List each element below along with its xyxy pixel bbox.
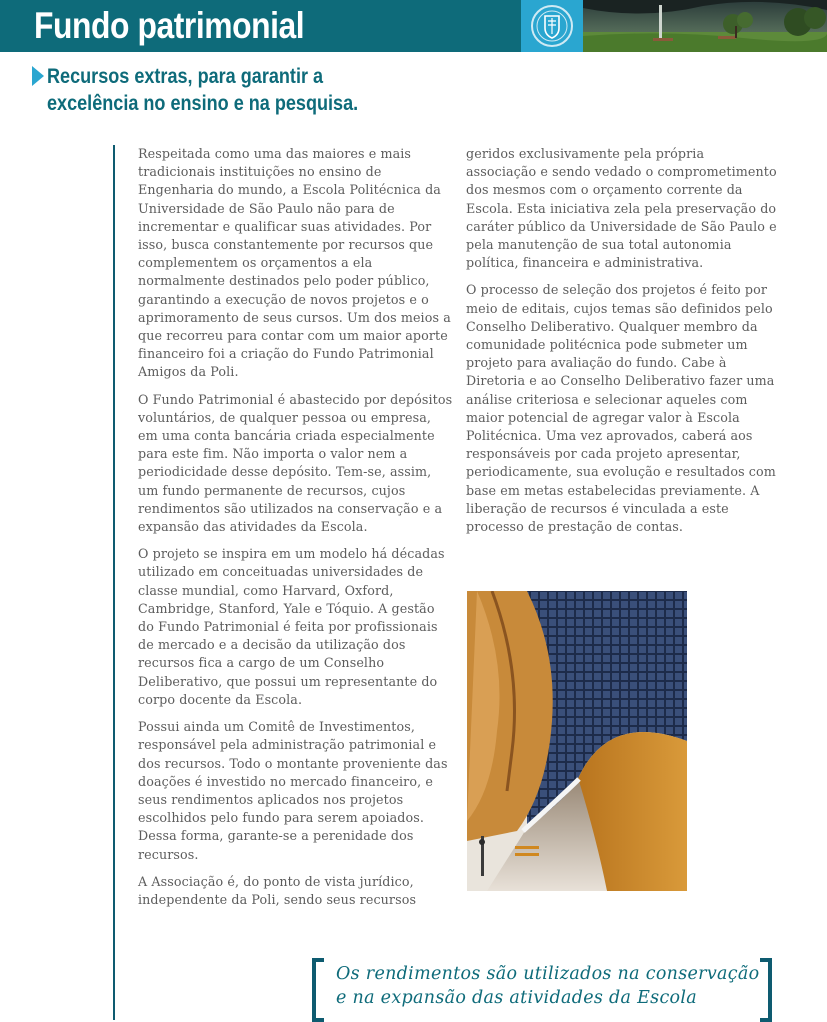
corridor-photo xyxy=(467,591,687,891)
subtitle-block xyxy=(32,63,452,117)
shield-icon xyxy=(529,3,575,49)
triangle-bullet-icon xyxy=(32,66,44,86)
subtitle-line-1: Recursos extras, para garantir a xyxy=(47,65,324,88)
paragraph: A Associação é, do ponto de vista jurídico, independente da Poli, sendo seus recursos xyxy=(138,873,417,907)
text-column-right xyxy=(466,145,778,545)
subtitle xyxy=(47,63,425,117)
emblem-logo xyxy=(521,0,583,52)
header-bar xyxy=(0,0,827,52)
left-rule xyxy=(113,145,115,1020)
paragraph: O Fundo Patrimonial é abastecido por depósitos voluntários, de qualquer pessoa ou empresa, em uma conta bancária criada especialmente para este fim. Não importa o valor nem a periodicidade desse depósito. Tem-se, assim, um fundo permanente de recursos, cujos rendimentos são utilizados na conservação e a expansão das atividades da Escola. xyxy=(138,391,453,535)
paragraph: O processo de seleção dos projetos é feito por meio de editais, cujos temas são definidos pelo Conselho Deliberativo. Qualquer membro da comunidade politécnica pode submeter um projeto para avaliação do fundo. Cabe à Diretoria e ao Conselho Deliberativo fazer uma análise criteriosa e selecionar aqueles com maior potencial de agregar valor à Escola Politécnica. Uma vez aprovados, caberá aos responsáveis por cada projeto apresentar, periodicamente, sua evolução e resultados com base em metas estabelecidas previamente. A liberação de recursos é vinculada a este processo de prestação de contas. xyxy=(466,282,776,535)
text-column-left xyxy=(138,145,454,918)
pull-quote-line-1: Os rendimentos são utilizados na conservação xyxy=(336,964,760,984)
paragraph: Possui ainda um Comitê de Investimentos, responsável pela administração patrimonial e dos recursos. Todo o montante proveniente das doações é investido no mercado financeiro, e seus rendimentos aplicados nos projetos escolhidos pelo fundo para serem apoiados. Dessa forma, garante-se a perenidade dos recursos. xyxy=(138,719,448,862)
pull-quote-line-2: e na expansão das atividades da Escola xyxy=(336,988,698,1008)
page-title: Fundo patrimonial xyxy=(34,5,305,46)
subtitle-line-2: excelência no ensino e na pesquisa. xyxy=(47,92,359,115)
paragraph: geridos exclusivamente pela própria associação e sendo vedado o comprometimento dos mesmos com o orçamento corrente da Escola. Esta iniciativa zela pela preservação do caráter público da Universidade de São Paulo e pela manutenção de sua total autonomia política, financeira e administrativa. xyxy=(466,146,777,271)
left-bracket-icon xyxy=(312,958,324,1022)
right-bracket-icon xyxy=(760,958,772,1022)
paragraph: Respeitada como uma das maiores e mais tradicionais instituições no ensino de Engenharia do mundo, a Escola Politécnica da Universidade de São Paulo não para de incrementar e qualificar suas atividades. Por isso, busca constantemente por recursos que complementem os orçamentos a ela normalmente destinados pelo poder público, garantindo a execução de novos projetos e o aprimoramento de seus cursos. Um dos meios a que recorreu para contar com um maior aporte financeiro foi a criação do Fundo Patrimonial Amigos da Poli. xyxy=(138,146,451,380)
pull-quote-text xyxy=(336,962,760,1010)
header-campus-photo xyxy=(583,0,827,52)
paragraph: O projeto se inspira em um modelo há décadas utilizado em conceituadas universidades de classe mundial, como Harvard, Oxford, Cambridge, Stanford, Yale e Tóquio. A gestão do Fundo Patrimonial é feita por profissionais de mercado e a decisão da utilização dos recursos fica a cargo de um Conselho Deliberativo, que possui um representante do corpo docente da Escola. xyxy=(138,546,445,707)
pull-quote xyxy=(312,958,772,1016)
